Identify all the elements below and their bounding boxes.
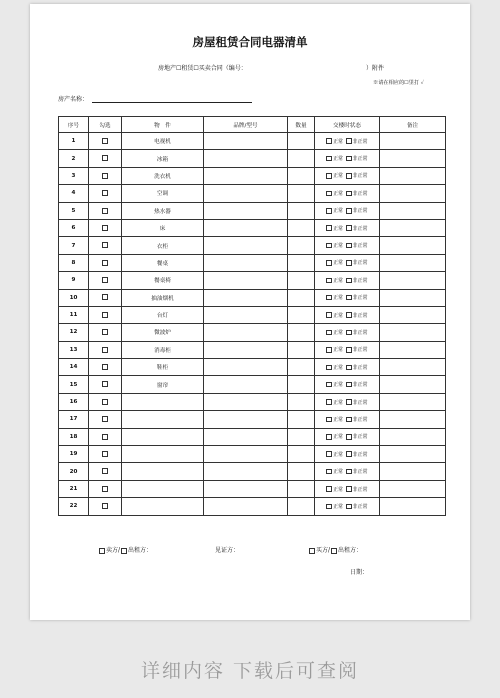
row-checkbox[interactable] [102,155,108,161]
row-number: 16 [59,393,89,410]
row-check-cell [89,393,122,410]
table-row [59,254,446,271]
row-item: 窗帘 [122,376,204,393]
row-checkbox[interactable] [102,294,108,300]
normal-checkbox[interactable] [326,295,332,301]
row-remarks[interactable] [380,463,446,480]
row-remarks[interactable] [380,341,446,358]
row-status: 正常 非正常 [315,237,380,254]
row-quantity[interactable] [288,202,315,219]
table-row [59,219,446,236]
row-item: 台灯 [122,306,204,323]
row-status: 正常 非正常 [315,150,380,167]
normal-checkbox[interactable] [326,260,332,266]
table-row [59,341,446,358]
row-item: 床 [122,219,204,236]
normal-checkbox[interactable] [326,330,332,336]
row-number: 15 [59,376,89,393]
row-number: 12 [59,324,89,341]
row-item: 空调 [122,185,204,202]
row-check-cell [89,219,122,236]
contract-type-text: 房地产☐租赁☐买卖合同（编号： [158,65,247,72]
row-brand-model[interactable] [204,237,288,254]
row-check-cell [89,133,122,150]
download-hint: 详细内容 下载后可查阅 [140,660,360,682]
row-check-cell [89,324,122,341]
table-row [59,324,446,341]
row-number: 8 [59,254,89,271]
row-remarks[interactable] [380,324,446,341]
normal-checkbox[interactable] [326,451,332,457]
row-quantity[interactable] [288,446,315,463]
row-status: 正常 非正常 [315,428,380,445]
row-brand-model[interactable] [204,411,288,428]
row-check-cell [89,254,122,271]
table-row [59,376,446,393]
table-row [59,480,446,497]
row-checkbox[interactable] [102,329,108,335]
row-check-cell [89,463,122,480]
row-quantity[interactable] [288,133,315,150]
appliance-table [58,116,446,516]
row-check-cell [89,272,122,289]
row-number: 17 [59,411,89,428]
table-row [59,359,446,376]
property-name-field[interactable] [92,95,252,103]
abnormal-checkbox[interactable] [346,365,352,371]
row-brand-model[interactable] [204,463,288,480]
row-check-cell [89,237,122,254]
row-remarks[interactable] [380,480,446,497]
row-status: 正常 非正常 [315,185,380,202]
normal-checkbox[interactable] [326,156,332,162]
normal-checkbox[interactable] [326,382,332,388]
row-quantity[interactable] [288,463,315,480]
property-name-label: 房产名称： [58,96,89,103]
row-checkbox[interactable] [102,347,108,353]
row-brand-model[interactable] [204,133,288,150]
row-checkbox[interactable] [102,242,108,248]
row-check-cell [89,446,122,463]
row-remarks[interactable] [380,393,446,410]
normal-checkbox[interactable] [326,138,332,144]
row-check-cell [89,202,122,219]
row-status: 正常 非正常 [315,463,380,480]
abnormal-checkbox[interactable] [346,260,352,266]
row-item [122,411,204,428]
row-number: 11 [59,306,89,323]
row-remarks[interactable] [380,289,446,306]
table-row [59,133,446,150]
header-brand-model: 品牌/型号 [204,117,288,133]
abnormal-checkbox[interactable] [346,278,352,284]
row-remarks[interactable] [380,150,446,167]
row-item: 抽油烟机 [122,289,204,306]
row-status: 正常 非正常 [315,376,380,393]
row-item: 微波炉 [122,324,204,341]
row-number: 14 [59,359,89,376]
abnormal-checkbox[interactable] [346,451,352,457]
row-brand-model[interactable] [204,498,288,515]
contract-number-line [158,63,385,72]
row-remarks[interactable] [380,306,446,323]
row-item [122,428,204,445]
row-status: 正常 非正常 [315,133,380,150]
lessor-checkbox[interactable] [121,548,127,554]
row-number: 13 [59,341,89,358]
table-row [59,306,446,323]
header-quantity: 数量 [288,117,315,133]
row-check-cell [89,150,122,167]
row-checkbox[interactable] [102,190,108,196]
table-row [59,185,446,202]
header-handover-status: 交楼时状态 [315,117,380,133]
header-item: 物 件 [122,117,204,133]
seller-checkbox[interactable] [99,548,105,554]
row-check-cell [89,185,122,202]
seller-lessor-signature: 卖方/ 出租方： [98,545,152,554]
row-checkbox[interactable] [102,503,108,509]
row-quantity[interactable] [288,237,315,254]
normal-checkbox[interactable] [326,243,332,249]
abnormal-checkbox[interactable] [346,156,352,162]
row-check-cell [89,428,122,445]
row-item [122,463,204,480]
normal-checkbox[interactable] [326,173,332,179]
row-number: 18 [59,428,89,445]
row-brand-model[interactable] [204,254,288,271]
attachment-label: ）附件 [366,65,385,72]
row-status: 正常 非正常 [315,167,380,184]
row-checkbox[interactable] [102,260,108,266]
row-remarks[interactable] [380,411,446,428]
normal-checkbox[interactable] [326,312,332,318]
row-checkbox[interactable] [102,173,108,179]
normal-checkbox[interactable] [326,191,332,197]
row-status: 正常 非正常 [315,480,380,497]
abnormal-checkbox[interactable] [346,138,352,144]
row-quantity[interactable] [288,376,315,393]
row-remarks[interactable] [380,446,446,463]
row-item: 冰箱 [122,150,204,167]
row-brand-model[interactable] [204,324,288,341]
row-quantity[interactable] [288,306,315,323]
table-row [59,167,446,184]
table-row [59,428,446,445]
table-row [59,463,446,480]
row-quantity[interactable] [288,289,315,306]
row-check-cell [89,289,122,306]
instruction-note: ※请在相应的☐里打 ✓ [373,80,425,86]
row-brand-model[interactable] [204,446,288,463]
row-number: 7 [59,237,89,254]
row-quantity[interactable] [288,393,315,410]
row-checkbox[interactable] [102,364,108,370]
row-status: 正常 非正常 [315,219,380,236]
row-remarks[interactable] [380,202,446,219]
row-status: 正常 非正常 [315,359,380,376]
row-check-cell [89,411,122,428]
row-checkbox[interactable] [102,434,108,440]
row-item: 热水器 [122,202,204,219]
row-brand-model[interactable] [204,185,288,202]
row-quantity[interactable] [288,498,315,515]
row-number: 9 [59,272,89,289]
row-status: 正常 非正常 [315,411,380,428]
abnormal-checkbox[interactable] [346,347,352,353]
row-status: 正常 非正常 [315,254,380,271]
row-item [122,393,204,410]
row-item [122,446,204,463]
row-quantity[interactable] [288,428,315,445]
row-item: 洗衣机 [122,167,204,184]
table-row [59,411,446,428]
row-number: 20 [59,463,89,480]
date-label: 日期： [350,569,369,576]
row-number: 1 [59,133,89,150]
row-quantity[interactable] [288,254,315,271]
row-item: 鞋柜 [122,359,204,376]
header-no: 序号 [59,117,89,133]
row-remarks[interactable] [380,219,446,236]
row-checkbox[interactable] [102,277,108,283]
row-checkbox[interactable] [102,399,108,405]
row-status: 正常 非正常 [315,202,380,219]
abnormal-checkbox[interactable] [346,504,352,510]
abnormal-checkbox[interactable] [346,208,352,214]
normal-checkbox[interactable] [326,347,332,353]
document-title: 房屋租赁合同电器清单 [192,35,308,49]
row-remarks[interactable] [380,498,446,515]
table-row [59,237,446,254]
row-number: 2 [59,150,89,167]
row-item: 衣柜 [122,237,204,254]
table-row [59,393,446,410]
row-status: 正常 非正常 [315,324,380,341]
row-quantity[interactable] [288,185,315,202]
row-quantity[interactable] [288,272,315,289]
property-name-row [58,94,252,103]
row-brand-model[interactable] [204,219,288,236]
row-quantity[interactable] [288,324,315,341]
table-row [59,150,446,167]
row-quantity[interactable] [288,341,315,358]
row-remarks[interactable] [380,133,446,150]
row-quantity[interactable] [288,480,315,497]
normal-checkbox[interactable] [326,208,332,214]
normal-checkbox[interactable] [326,365,332,371]
row-brand-model[interactable] [204,341,288,358]
abnormal-checkbox[interactable] [346,382,352,388]
row-quantity[interactable] [288,411,315,428]
normal-checkbox[interactable] [326,278,332,284]
abnormal-checkbox[interactable] [346,330,352,336]
row-check-cell [89,167,122,184]
row-remarks[interactable] [380,376,446,393]
row-brand-model[interactable] [204,393,288,410]
row-checkbox[interactable] [102,138,108,144]
row-number: 4 [59,185,89,202]
row-checkbox[interactable] [102,486,108,492]
normal-checkbox[interactable] [326,434,332,440]
normal-checkbox[interactable] [326,469,332,475]
table-row [59,272,446,289]
row-item: 电视机 [122,133,204,150]
row-item: 餐桌椅 [122,272,204,289]
row-check-cell [89,359,122,376]
row-checkbox[interactable] [102,451,108,457]
row-brand-model[interactable] [204,359,288,376]
row-remarks[interactable] [380,237,446,254]
row-item [122,498,204,515]
row-item: 消毒柜 [122,341,204,358]
table-header-row [59,117,446,133]
row-number: 22 [59,498,89,515]
row-status: 正常 非正常 [315,341,380,358]
row-remarks[interactable] [380,185,446,202]
row-number: 21 [59,480,89,497]
row-remarks[interactable] [380,167,446,184]
abnormal-checkbox[interactable] [346,312,352,318]
row-brand-model[interactable] [204,150,288,167]
row-brand-model[interactable] [204,272,288,289]
table-row [59,289,446,306]
row-number: 5 [59,202,89,219]
buyer-checkbox[interactable] [309,548,315,554]
abnormal-checkbox[interactable] [346,225,352,231]
row-number: 19 [59,446,89,463]
normal-checkbox[interactable] [326,399,332,405]
row-brand-model[interactable] [204,480,288,497]
row-check-cell [89,341,122,358]
row-brand-model[interactable] [204,306,288,323]
row-status: 正常 非正常 [315,446,380,463]
row-check-cell [89,376,122,393]
row-checkbox[interactable] [102,208,108,214]
row-checkbox[interactable] [102,468,108,474]
row-quantity[interactable] [288,359,315,376]
row-quantity[interactable] [288,167,315,184]
row-status: 正常 非正常 [315,289,380,306]
row-brand-model[interactable] [204,289,288,306]
abnormal-checkbox[interactable] [346,191,352,197]
row-brand-model[interactable] [204,202,288,219]
row-item: 餐桌 [122,254,204,271]
row-status: 正常 非正常 [315,272,380,289]
row-checkbox[interactable] [102,312,108,318]
witness-signature: 见证方： [215,547,240,554]
row-item [122,480,204,497]
header-check: 勾选 [89,117,122,133]
row-number: 6 [59,219,89,236]
normal-checkbox[interactable] [326,504,332,510]
row-remarks[interactable] [380,272,446,289]
lessee-checkbox[interactable] [331,548,337,554]
row-checkbox[interactable] [102,381,108,387]
abnormal-checkbox[interactable] [346,469,352,475]
row-check-cell [89,306,122,323]
row-check-cell [89,480,122,497]
normal-checkbox[interactable] [326,225,332,231]
row-brand-model[interactable] [204,167,288,184]
abnormal-checkbox[interactable] [346,486,352,492]
table-row [59,202,446,219]
row-brand-model[interactable] [204,376,288,393]
row-brand-model[interactable] [204,428,288,445]
abnormal-checkbox[interactable] [346,295,352,301]
row-number: 3 [59,167,89,184]
abnormal-checkbox[interactable] [346,399,352,405]
table-row [59,498,446,515]
row-status: 正常 非正常 [315,306,380,323]
row-checkbox[interactable] [102,416,108,422]
row-quantity[interactable] [288,150,315,167]
buyer-lessee-signature: 买方/ 出租方： [308,545,362,554]
row-check-cell [89,498,122,515]
abnormal-checkbox[interactable] [346,417,352,423]
abnormal-checkbox[interactable] [346,243,352,249]
row-remarks[interactable] [380,428,446,445]
row-status: 正常 非正常 [315,393,380,410]
row-status: 正常 非正常 [315,498,380,515]
header-remarks: 备注 [380,117,446,133]
row-quantity[interactable] [288,219,315,236]
row-number: 10 [59,289,89,306]
abnormal-checkbox[interactable] [346,173,352,179]
normal-checkbox[interactable] [326,417,332,423]
row-remarks[interactable] [380,254,446,271]
abnormal-checkbox[interactable] [346,434,352,440]
row-checkbox[interactable] [102,225,108,231]
normal-checkbox[interactable] [326,486,332,492]
table-row [59,446,446,463]
document-page [30,4,470,620]
row-remarks[interactable] [380,359,446,376]
